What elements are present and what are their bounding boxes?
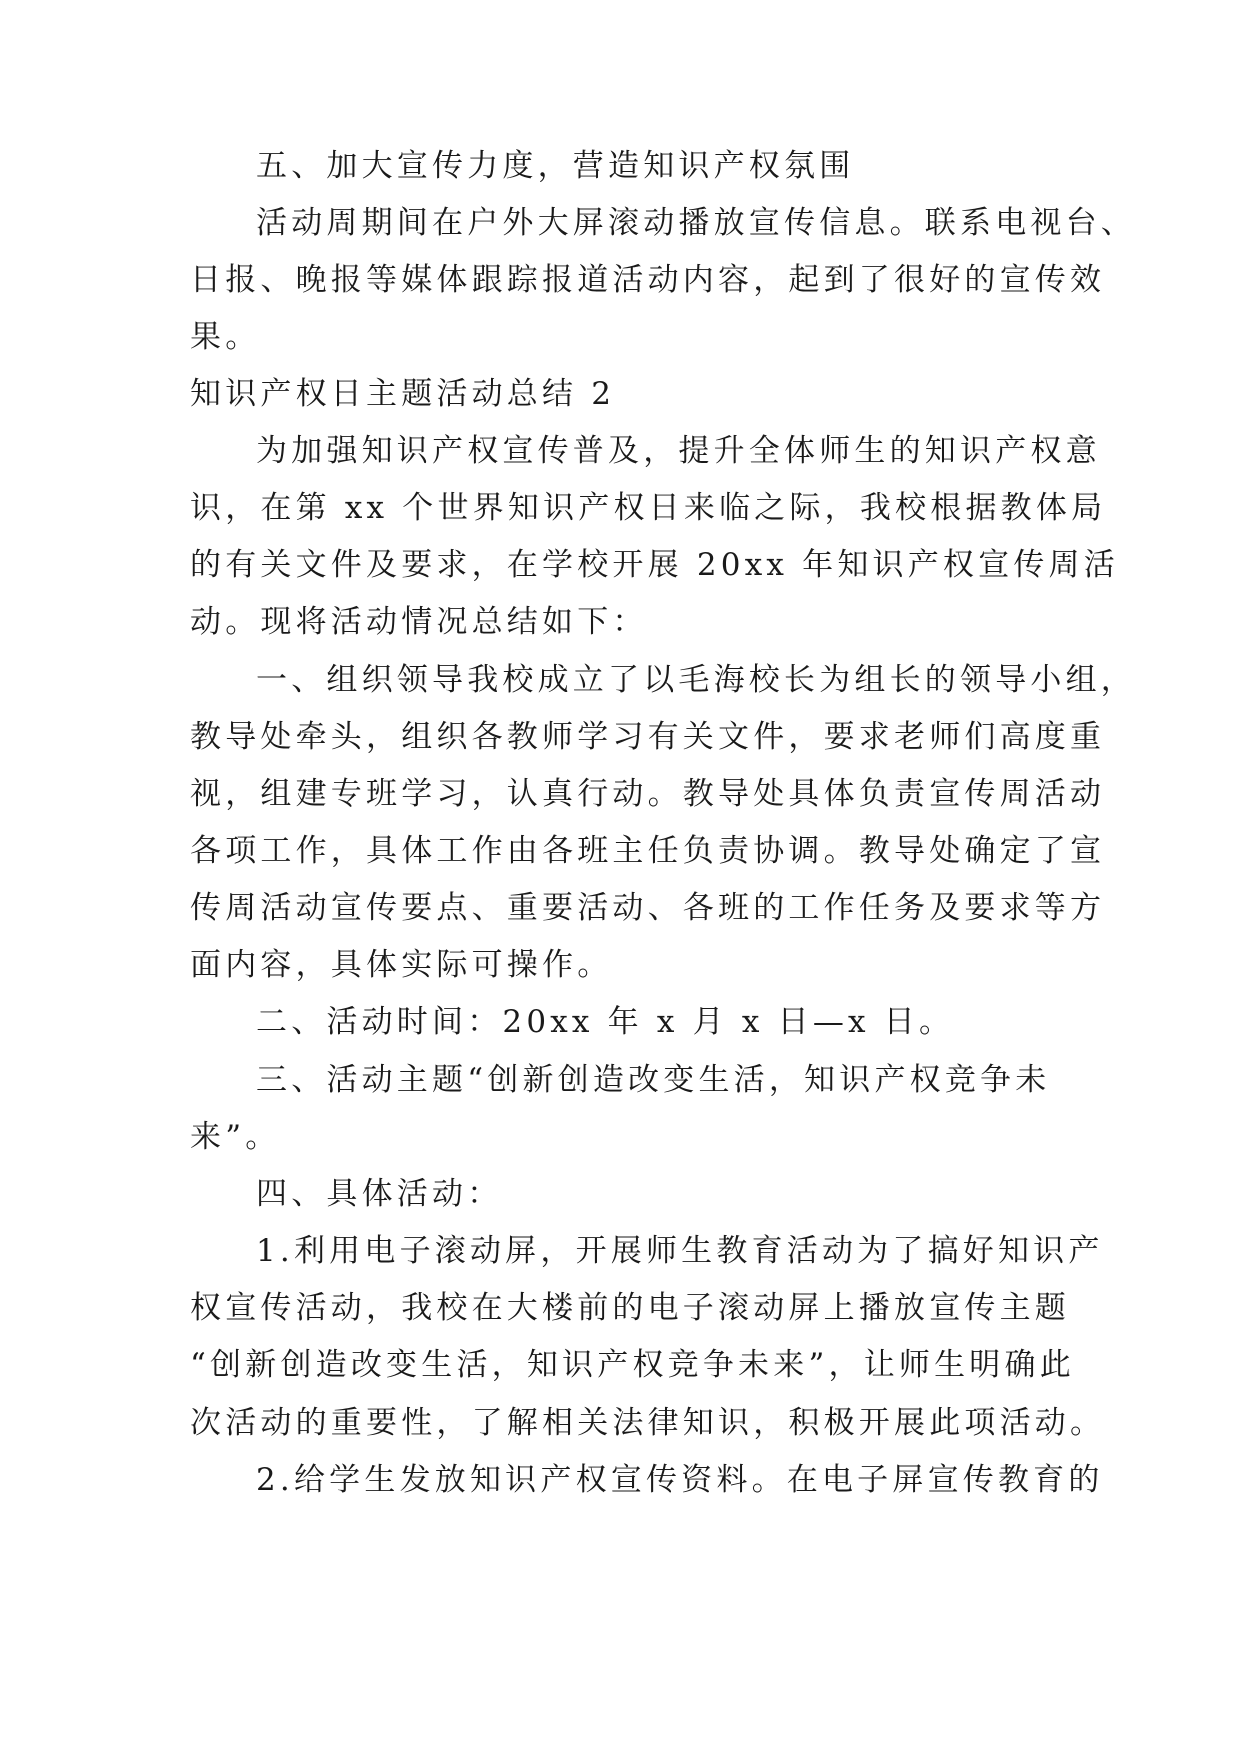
paragraph-line: 权宣传活动，我校在大楼前的电子滚动屏上播放宣传主题 — [190, 1290, 1070, 1326]
section-heading-1: 一、组织领导我校成立了以毛海校长为组长的领导小组， — [256, 662, 1136, 698]
paragraph-line: 次活动的重要性，了解相关法律知识，积极开展此项活动。 — [190, 1405, 1106, 1441]
paragraph-line: 的有关文件及要求，在学校开展 20xx 年知识产权宣传周活 — [190, 547, 1119, 583]
list-item-2: 2.给学生发放知识产权宣传资料。在电子屏宣传教育的 — [256, 1462, 1104, 1498]
list-item-1: 1.利用电子滚动屏，开展师生教育活动为了搞好知识产 — [256, 1233, 1104, 1269]
paragraph-line: 活动周期间在户外大屏滚动播放宣传信息。联系电视台、 — [256, 205, 1136, 241]
section-heading-5: 五、加大宣传力度，营造知识产权氛围 — [256, 148, 855, 184]
paragraph-line: 各项工作，具体工作由各班主任负责协调。教导处确定了宣 — [190, 833, 1106, 869]
paragraph-line: 来”。 — [190, 1119, 281, 1155]
paragraph-line: 面内容，具体实际可操作。 — [190, 947, 613, 983]
paragraph-line: 视，组建专班学习，认真行动。教导处具体负责宣传周活动 — [190, 776, 1106, 812]
section-heading-4: 四、具体活动： — [256, 1176, 503, 1212]
section-heading-3: 三、活动主题“创新创造改变生活，知识产权竞争未 — [256, 1062, 1051, 1098]
paragraph-line: 果。 — [190, 319, 261, 355]
paragraph-line: 动。现将活动情况总结如下： — [190, 604, 648, 640]
document-subtitle: 知识产权日主题活动总结 2 — [190, 376, 616, 412]
paragraph-line: 识，在第 xx 个世界知识产权日来临之际，我校根据教体局 — [190, 490, 1107, 526]
paragraph-line: 教导处牵头，组织各教师学习有关文件，要求老师们高度重 — [190, 719, 1106, 755]
paragraph-line: 为加强知识产权宣传普及，提升全体师生的知识产权意 — [256, 433, 1101, 469]
paragraph-line: “创新创造改变生活，知识产权竞争未来”，让师生明确此 — [190, 1347, 1075, 1383]
paragraph-line: 传周活动宣传要点、重要活动、各班的工作任务及要求等方 — [190, 890, 1106, 926]
paragraph-line: 日报、晚报等媒体跟踪报道活动内容，起到了很好的宣传效 — [190, 262, 1106, 298]
section-heading-2: 二、活动时间：20xx 年 x 月 x 日—x 日。 — [256, 1004, 955, 1040]
